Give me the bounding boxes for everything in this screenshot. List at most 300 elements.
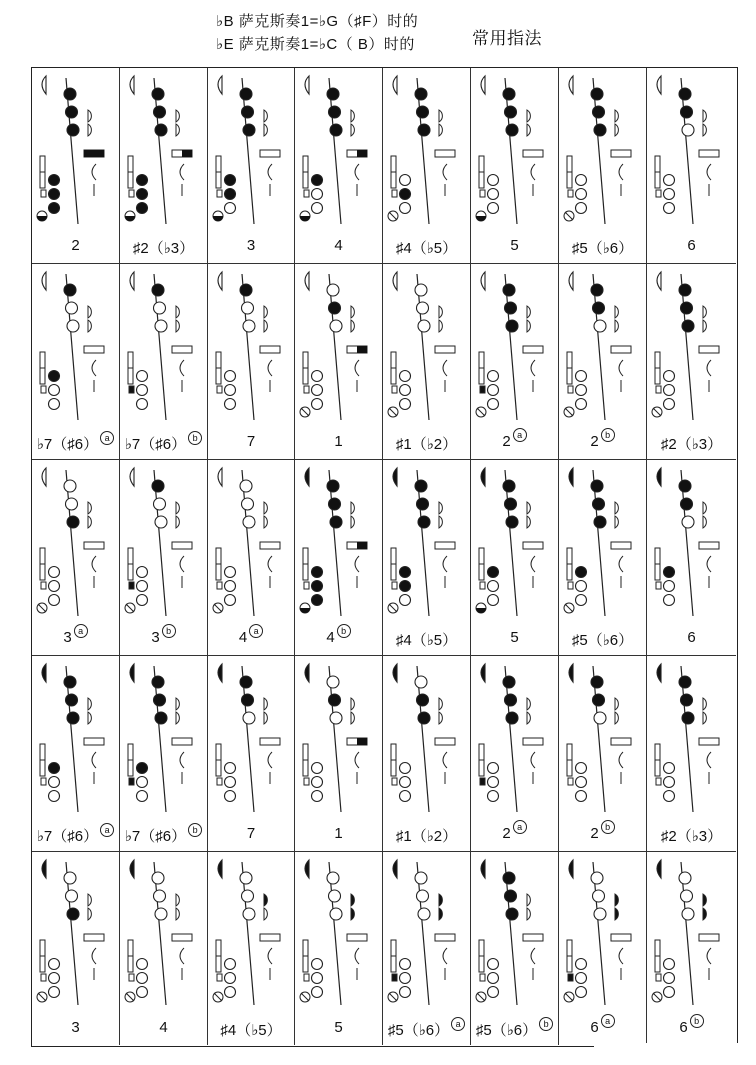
upper-tone-hole (682, 908, 694, 920)
lower-tone-hole (576, 399, 587, 410)
side-horizontal-key (435, 150, 455, 157)
sax-diagram (471, 264, 559, 434)
low-key-curve (619, 360, 623, 376)
lower-tone-hole (137, 973, 148, 984)
lower-tone-hole (576, 973, 587, 984)
palm-key (351, 110, 354, 122)
lower-tone-hole (312, 385, 323, 396)
table-key (656, 974, 661, 981)
palm-key (439, 698, 442, 710)
upper-tone-hole (67, 908, 79, 920)
fingering-cell (120, 68, 208, 264)
note-label (120, 1019, 207, 1041)
sax-diagram (383, 264, 471, 434)
upper-tone-hole (417, 106, 429, 118)
lower-tone-hole (400, 595, 411, 606)
lower-tone-hole (576, 987, 587, 998)
upper-tone-hole (594, 712, 606, 724)
side-horizontal-key (611, 150, 631, 157)
low-key-curve (268, 360, 272, 376)
table-key (129, 778, 134, 785)
palm-key (703, 306, 706, 318)
note-label (471, 430, 558, 455)
upper-tone-hole (505, 498, 517, 510)
octave-key (130, 860, 134, 878)
lower-tone-hole (400, 959, 411, 970)
low-key-curve (531, 164, 535, 180)
palm-key (176, 908, 179, 920)
upper-tone-hole (591, 676, 603, 688)
octave-key (218, 468, 222, 486)
low-key-curve (355, 360, 359, 376)
upper-tone-hole (506, 712, 518, 724)
note-label (647, 237, 736, 259)
palm-key (351, 894, 354, 906)
lower-tone-hole (225, 791, 236, 802)
note-label (120, 825, 207, 847)
lower-tone-hole (488, 791, 499, 802)
note-label-text: 7 (246, 825, 256, 842)
upper-tone-hole (240, 284, 252, 296)
note-label (295, 433, 382, 455)
sax-diagram (383, 656, 471, 826)
lower-tone-hole (49, 595, 60, 606)
upper-tone-hole (327, 88, 339, 100)
palm-key (264, 516, 267, 528)
palm-key (351, 502, 354, 514)
lower-tone-hole (225, 595, 236, 606)
palm-key (264, 894, 267, 906)
note-label-text: 6 (590, 1019, 599, 1036)
octave-key (657, 272, 661, 290)
table-key (480, 974, 485, 981)
upper-tone-hole (67, 320, 79, 332)
lower-tone-hole (488, 567, 499, 578)
note-label (295, 1019, 382, 1041)
lower-tone-hole (137, 189, 148, 200)
octave-key (42, 76, 46, 94)
octave-key (657, 468, 661, 486)
upper-tone-hole (594, 124, 606, 136)
note-label (559, 1016, 646, 1041)
octave-key (569, 664, 573, 682)
octave-key (42, 272, 46, 290)
lower-tone-hole (664, 791, 675, 802)
sax-diagram (208, 656, 295, 826)
table-key (129, 190, 134, 197)
upper-tone-hole (503, 872, 515, 884)
sax-diagram (120, 656, 208, 826)
lower-tone-hole (312, 189, 323, 200)
table-key (41, 582, 46, 589)
side-horizontal-key (435, 542, 455, 549)
table-key (217, 778, 222, 785)
palm-key (351, 712, 354, 724)
table-key (217, 386, 222, 393)
palm-key (703, 502, 706, 514)
lower-tone-hole (400, 203, 411, 214)
upper-tone-hole (152, 88, 164, 100)
upper-tone-hole (503, 284, 515, 296)
side-horizontal-key (84, 934, 104, 941)
upper-tone-hole (415, 284, 427, 296)
upper-tone-hole (152, 872, 164, 884)
variant-badge: a (513, 428, 527, 442)
note-label (32, 825, 119, 847)
note-label (32, 626, 119, 651)
table-key (41, 974, 46, 981)
upper-tone-hole (681, 890, 693, 902)
side-horizontal-key (611, 934, 631, 941)
upper-tone-hole (505, 302, 517, 314)
side-key-pressed (84, 150, 104, 157)
table-key (392, 778, 397, 785)
palm-key (615, 110, 618, 122)
note-label (32, 1019, 119, 1041)
palm-key (527, 516, 530, 528)
sax-diagram (647, 264, 736, 434)
fingering-cell (208, 264, 295, 460)
side-horizontal-key (523, 934, 543, 941)
note-label (471, 822, 558, 847)
octave-key (130, 468, 134, 486)
lower-tone-hole (488, 763, 499, 774)
upper-tone-hole (240, 872, 252, 884)
palm-key (615, 908, 618, 920)
octave-key (42, 468, 46, 486)
note-label (32, 433, 119, 455)
side-horizontal-key (84, 542, 104, 549)
lower-tone-hole (49, 777, 60, 788)
upper-tone-hole (330, 516, 342, 528)
lower-tone-hole (400, 567, 411, 578)
side-horizontal-key (435, 738, 455, 745)
lower-tone-hole (312, 175, 323, 186)
lower-tone-hole (488, 987, 499, 998)
upper-tone-hole (417, 302, 429, 314)
note-label-text: 3 (151, 629, 160, 646)
lower-tone-hole (312, 959, 323, 970)
octave-key (218, 860, 222, 878)
lower-tone-hole (225, 777, 236, 788)
palm-key (88, 516, 91, 528)
low-key-curve (619, 556, 623, 572)
upper-tone-hole (593, 498, 605, 510)
lower-tone-hole (400, 189, 411, 200)
palm-key (615, 124, 618, 136)
fingering-cell (647, 264, 736, 460)
upper-tone-hole (503, 88, 515, 100)
lower-tone-hole (488, 203, 499, 214)
lower-tone-hole (664, 203, 675, 214)
lower-tone-hole (488, 385, 499, 396)
lower-tone-hole (137, 203, 148, 214)
note-label-text: 5 (510, 237, 519, 254)
upper-tone-hole (503, 676, 515, 688)
note-label (471, 1019, 558, 1041)
note-label (295, 626, 382, 651)
side-key-pressed (357, 542, 367, 549)
lower-tone-hole (488, 777, 499, 788)
sax-diagram (383, 460, 471, 630)
upper-tone-hole (682, 320, 694, 332)
palm-key (615, 894, 618, 906)
bottom-key-half (300, 608, 310, 613)
upper-tone-hole (506, 320, 518, 332)
note-label (120, 237, 207, 259)
low-key-curve (268, 556, 272, 572)
fingering-cell (383, 264, 471, 460)
lower-tone-hole (137, 959, 148, 970)
palm-key (703, 908, 706, 920)
table-key (304, 386, 309, 393)
lower-tone-hole (225, 371, 236, 382)
upper-tone-hole (593, 890, 605, 902)
low-key-curve (180, 556, 184, 572)
side-horizontal-key (84, 738, 104, 745)
lower-tone-hole (49, 987, 60, 998)
sax-diagram (208, 852, 295, 1019)
variant-badge: a (100, 823, 114, 837)
upper-tone-hole (67, 124, 79, 136)
upper-tone-hole (418, 516, 430, 528)
variant-badge: a (513, 820, 527, 834)
note-label-text: ♯4（♭5） (395, 632, 458, 649)
note-label-text: 5 (510, 629, 519, 646)
side-horizontal-key (699, 346, 719, 353)
note-label (383, 433, 470, 455)
lower-tone-hole (312, 581, 323, 592)
lower-tone-hole (664, 777, 675, 788)
note-label-text: 6 (679, 1019, 688, 1036)
lower-tone-hole (576, 567, 587, 578)
upper-tone-hole (594, 908, 606, 920)
palm-key (264, 698, 267, 710)
lower-tone-hole (400, 763, 411, 774)
lower-tone-hole (225, 399, 236, 410)
upper-tone-hole (594, 516, 606, 528)
palm-key (615, 306, 618, 318)
low-key-curve (531, 360, 535, 376)
lower-tone-hole (225, 581, 236, 592)
upper-tone-hole (415, 480, 427, 492)
palm-key (88, 894, 91, 906)
palm-key (439, 124, 442, 136)
sax-diagram (471, 656, 559, 826)
upper-tone-hole (243, 516, 255, 528)
lower-tone-hole (312, 777, 323, 788)
octave-key (569, 860, 573, 878)
upper-tone-hole (67, 516, 79, 528)
low-key-curve (443, 752, 447, 768)
lower-tone-hole (137, 791, 148, 802)
upper-tone-hole (240, 88, 252, 100)
side-horizontal-key (699, 738, 719, 745)
palm-key (439, 306, 442, 318)
sax-diagram (295, 68, 383, 238)
low-key-curve (268, 948, 272, 964)
bottom-key-half (37, 216, 47, 221)
upper-tone-hole (243, 124, 255, 136)
octave-key (481, 76, 485, 94)
variant-badge: a (249, 624, 263, 638)
side-horizontal-key (435, 346, 455, 353)
table-key (217, 974, 222, 981)
sax-diagram (32, 656, 120, 826)
note-label (471, 237, 558, 259)
lower-tone-hole (49, 385, 60, 396)
lower-tone-hole (576, 595, 587, 606)
lower-tone-hole (576, 371, 587, 382)
palm-key (703, 320, 706, 332)
upper-tone-hole (415, 872, 427, 884)
lower-tone-hole (400, 385, 411, 396)
upper-tone-hole (681, 302, 693, 314)
side-horizontal-key (172, 738, 192, 745)
variant-badge: b (188, 431, 202, 445)
sax-diagram (295, 460, 383, 630)
palm-key (176, 502, 179, 514)
lower-tone-hole (488, 959, 499, 970)
note-label-text: ♯2（♭3） (660, 436, 723, 453)
low-key-curve (92, 948, 96, 964)
lower-tone-hole (225, 973, 236, 984)
fingering-cell (471, 460, 559, 656)
sax-diagram (383, 68, 471, 238)
palm-key (351, 698, 354, 710)
side-key-pressed (182, 150, 192, 157)
title-line-1: ♭B 萨克斯奏1=♭G（♯F）时的 (216, 13, 419, 30)
palm-key (439, 320, 442, 332)
octave-key (42, 664, 46, 682)
table-key (304, 778, 309, 785)
upper-tone-hole (679, 872, 691, 884)
note-label (208, 237, 294, 259)
fingering-cell (120, 656, 208, 852)
note-label (295, 237, 382, 259)
fingering-cell (647, 460, 736, 656)
palm-key (88, 908, 91, 920)
lower-tone-hole (225, 567, 236, 578)
palm-key (176, 320, 179, 332)
low-key-curve (707, 752, 711, 768)
upper-tone-hole (679, 676, 691, 688)
upper-tone-hole (152, 676, 164, 688)
palm-key (264, 306, 267, 318)
note-label (208, 433, 294, 455)
palm-key (527, 124, 530, 136)
upper-tone-hole (506, 516, 518, 528)
note-label-text: ♯1（♭2） (395, 828, 458, 845)
lower-tone-hole (576, 385, 587, 396)
low-key-curve (92, 360, 96, 376)
palm-key (264, 320, 267, 332)
palm-key (527, 320, 530, 332)
sax-diagram (559, 68, 647, 238)
low-key-curve (443, 164, 447, 180)
sax-diagram (208, 460, 295, 630)
palm-key (439, 502, 442, 514)
table-key (480, 386, 485, 393)
lower-tone-hole (400, 973, 411, 984)
low-key-curve (443, 556, 447, 572)
lower-tone-hole (576, 175, 587, 186)
upper-tone-hole (154, 106, 166, 118)
sax-diagram (559, 264, 647, 434)
upper-tone-hole (242, 890, 254, 902)
variant-badge: a (451, 1017, 465, 1031)
lower-tone-hole (664, 385, 675, 396)
table-key (217, 190, 222, 197)
low-key-curve (355, 752, 359, 768)
palm-key (703, 712, 706, 724)
palm-key (176, 698, 179, 710)
sax-diagram (559, 852, 647, 1019)
table-key (480, 778, 485, 785)
fingering-cell (295, 264, 383, 460)
upper-tone-hole (418, 908, 430, 920)
low-key-curve (707, 556, 711, 572)
lower-tone-hole (664, 973, 675, 984)
sax-diagram (295, 656, 383, 826)
fingering-cell (208, 68, 295, 264)
upper-tone-hole (327, 676, 339, 688)
low-key-curve (180, 948, 184, 964)
lower-tone-hole (488, 189, 499, 200)
note-label-text: ♯4（♭5） (220, 1022, 282, 1039)
table-key (41, 386, 46, 393)
palm-key (527, 908, 530, 920)
lower-tone-hole (137, 763, 148, 774)
octave-key (393, 468, 397, 486)
palm-key (527, 698, 530, 710)
fingering-cell (471, 68, 559, 264)
fingering-cell (559, 68, 647, 264)
lower-tone-hole (664, 581, 675, 592)
fingering-cell (208, 852, 295, 1045)
lower-tone-hole (488, 595, 499, 606)
lower-tone-hole (312, 399, 323, 410)
table-key (41, 778, 46, 785)
octave-key (218, 664, 222, 682)
variant-badge: b (601, 820, 615, 834)
octave-key (305, 664, 309, 682)
variant-badge: a (100, 431, 114, 445)
palm-key (615, 516, 618, 528)
octave-key (393, 272, 397, 290)
note-label (383, 629, 470, 651)
lower-tone-hole (664, 567, 675, 578)
upper-tone-hole (329, 302, 341, 314)
upper-tone-hole (327, 872, 339, 884)
palm-key (439, 908, 442, 920)
octave-key (305, 468, 309, 486)
low-key-curve (180, 752, 184, 768)
octave-key (305, 272, 309, 290)
table-key (480, 582, 485, 589)
fingering-cell (647, 656, 736, 852)
lower-tone-hole (312, 371, 323, 382)
fingering-cell (559, 460, 647, 656)
table-key (304, 582, 309, 589)
octave-key (481, 468, 485, 486)
palm-key (176, 124, 179, 136)
upper-tone-hole (66, 106, 78, 118)
upper-tone-hole (240, 480, 252, 492)
page-header (0, 0, 756, 62)
upper-tone-hole (415, 676, 427, 688)
upper-tone-hole (155, 124, 167, 136)
